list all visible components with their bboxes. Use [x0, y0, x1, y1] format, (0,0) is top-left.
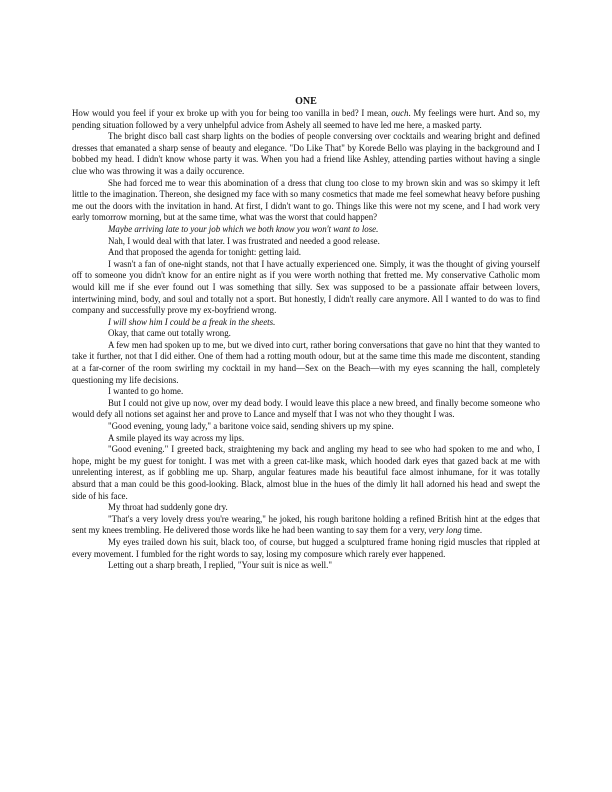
paragraph: My eyes trailed down his suit, black too, of course, but hugged a sculptured frame honing rigid muscles that rippled at every movement. I fumbled for the right words to say, losing my composure which rarely ever happened.: [72, 536, 540, 559]
paragraph: I wanted to go home.: [108, 386, 184, 397]
paragraph: A few men had spoken up to me, but we dived into curt, rather boring conversations that gave no hint that they wanted to take it further, not that I did either. One of them had a rotting mouth odour, but at the same time this made me discontent, standing at a far-corner of the room swirling my cocktail in my hand—Sex on the Beach—with my eyes scanning the hall, completely questioning my life decisions.: [72, 339, 540, 385]
paragraph: "Good evening." I greeted back, straightening my back and angling my head to see who had spoken to me and who, I hope, might be my guest for tonight. I was met with a green cat-like mask, which hooded dark eyes that gazed back at me with unrelenting interest, as if gobbling me up. Sharp, angular features made his beautiful face almost inhumane, for it was totally absurd that a man could be this good-looking. Black, almost blue in the hues of the dimly lit hall adorned his head and swept the side of his face.: [72, 444, 540, 501]
paragraph: Nah, I would deal with that later. I was frustrated and needed a good release.: [108, 235, 380, 246]
paragraph: "Good evening, young lady," a baritone voice said, sending shivers up my spine.: [108, 421, 394, 432]
paragraph: But I could not give up now, over my dead body. I would leave this place a new breed, and finally become someone who would defy all notions set against her and prove to Lance and myself that I was not who they thought I was.: [72, 397, 540, 420]
paragraph: My throat had suddenly gone dry.: [108, 502, 228, 513]
italic-thought: I will show him I could be a freak in the sheets.: [108, 316, 276, 327]
chapter-title: ONE: [295, 96, 317, 107]
paragraph: She had forced me to wear this abomination of a dress that clung too close to my brown skin and was so skimpy it left little to the imagination. Thereon, she designed my face with so many cosmetics that made me feel somewhat heavy before pushing me out the doors with the invitation in hand. At first, I didn't want to go. Things like this were not my scene, and I had work very early tomorrow morning, but at the same time, what was the worst that could happen?: [72, 177, 540, 223]
paragraph: Okay, that came out totally wrong.: [108, 328, 231, 339]
paragraph: I wasn't a fan of one-night stands, not that I have actually experienced one. Simply, it was the thought of giving yourself off to someone you didn't know for an entire night as if you were worth nothing that fretted me. My conservative Catholic mom would kill me if she ever found out I was something that silly. Sex was supposed to be a passionate affair between lovers, intertwining mind, body, and soul and totally not a sport. But honestly, I didn't really care anymore. All I wanted to do was to find company and successfully prove my ex-boyfriend wrong.: [72, 258, 540, 316]
paragraph: Letting out a sharp breath, I replied, "Your suit is nice as well.": [108, 560, 332, 571]
paragraph: And that proposed the agenda for tonight: getting laid.: [108, 247, 301, 258]
paragraph: The bright disco ball cast sharp lights on the bodies of people conversing over cocktails and wearing bright and defined dresses that emanated a sharp sense of beauty and elegance. "Do Like That" by Korede Bello was playing in the background and I bobbed my head. I didn't know whose party it was. When you had a friend like Ashley, attending parties without having a single clue who was throwing it was a daily occurence.: [72, 131, 540, 176]
document-page: [72, 96, 540, 572]
paragraph: How would you feel if your ex broke up with you for being too vanilla in bed? I mean, ouch. My feelings were hurt. And so, my pending situation followed by a very unhelpful advice from Ashely all seemed to have led me here, a masked party.: [72, 108, 540, 130]
paragraph: A smile played its way across my lips.: [108, 432, 245, 443]
paragraph: "That's a very lovely dress you're wearing," he joked, his rough baritone holding a refined British hint at the edges that sent my knees trembling. He delivered those words like he had been wanting to say them for a very, very long time.: [72, 513, 540, 536]
italic-thought: Maybe arriving late to your job which we both know you won't want to lose.: [108, 223, 379, 234]
